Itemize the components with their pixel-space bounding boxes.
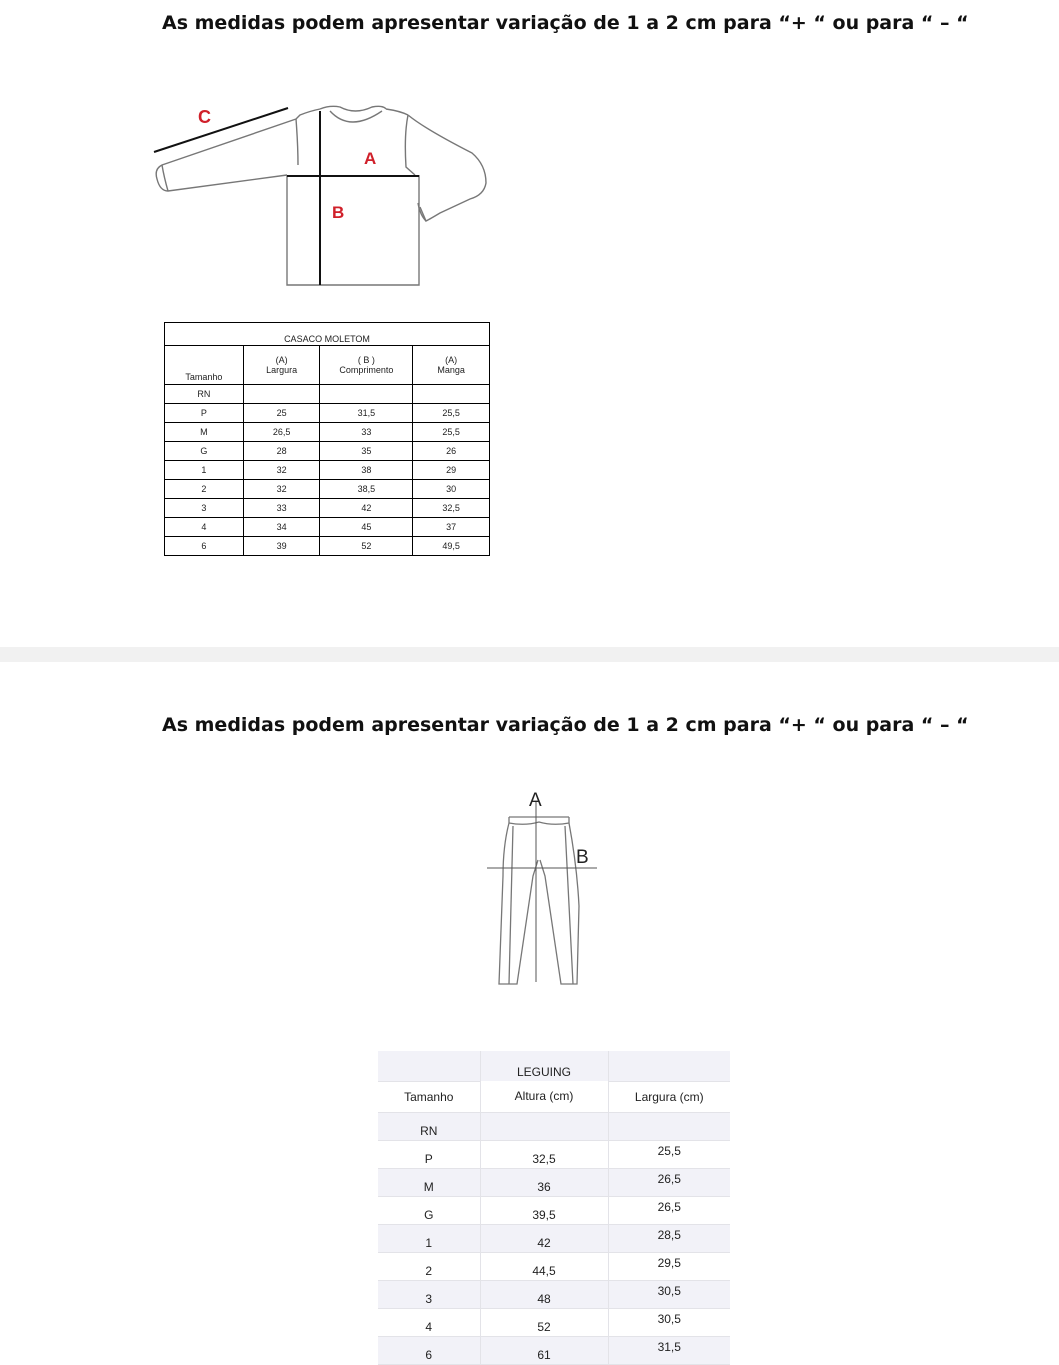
header-largura: (A) Largura xyxy=(243,346,320,385)
table-row: 3 48 30,5 xyxy=(378,1280,730,1308)
label-b: B xyxy=(576,847,589,868)
table-caption: LEGUING xyxy=(480,1051,608,1081)
table-row: 6 39 52 49,5 xyxy=(165,537,490,556)
header-manga: (A) Manga xyxy=(413,346,490,385)
sweatshirt-diagram xyxy=(150,95,495,295)
label-c: C xyxy=(198,107,211,127)
table-row: 1 32 38 29 xyxy=(165,461,490,480)
table-row: 6 61 31,5 xyxy=(378,1336,730,1364)
casaco-moletom-size-table xyxy=(164,322,490,556)
table-row: P 25 31,5 25,5 xyxy=(165,404,490,423)
page-2 xyxy=(0,662,1059,1361)
table-row: 1 42 28,5 xyxy=(378,1224,730,1252)
variation-notice-heading: As medidas podem apresentar variação de 1 a 2 cm para “+ “ ou para “ – “ xyxy=(162,714,969,736)
table-row: 4 52 30,5 xyxy=(378,1308,730,1336)
label-a: A xyxy=(364,149,377,168)
table-row: 3 33 42 32,5 xyxy=(165,499,490,518)
leggings-diagram xyxy=(485,786,600,988)
table-caption: CASACO MOLETOM xyxy=(165,323,490,346)
header-altura: Altura (cm) xyxy=(480,1081,608,1112)
table-row: M 36 26,5 xyxy=(378,1168,730,1196)
label-b: B xyxy=(332,203,345,222)
label-a: A xyxy=(529,790,542,811)
table-row: 4 34 45 37 xyxy=(165,518,490,537)
table-row: M 26,5 33 25,5 xyxy=(165,423,490,442)
table-row: RN xyxy=(378,1112,730,1140)
variation-notice-heading: As medidas podem apresentar variação de 1 a 2 cm para “+ “ ou para “ – “ xyxy=(162,12,969,34)
table-row: G 39,5 26,5 xyxy=(378,1196,730,1224)
leguing-size-table xyxy=(378,1051,730,1365)
page-separator xyxy=(0,647,1059,662)
header-tamanho: Tamanho xyxy=(378,1081,480,1112)
header-largura: Largura (cm) xyxy=(608,1081,730,1112)
page-1 xyxy=(0,0,1059,647)
table-row: 2 44,5 29,5 xyxy=(378,1252,730,1280)
header-comprimento: ( B ) Comprimento xyxy=(320,346,413,385)
table-row: P 32,5 25,5 xyxy=(378,1140,730,1168)
header-tamanho: Tamanho xyxy=(165,346,244,385)
table-row: RN xyxy=(165,385,490,404)
table-row: 2 32 38,5 30 xyxy=(165,480,490,499)
table-row: G 28 35 26 xyxy=(165,442,490,461)
